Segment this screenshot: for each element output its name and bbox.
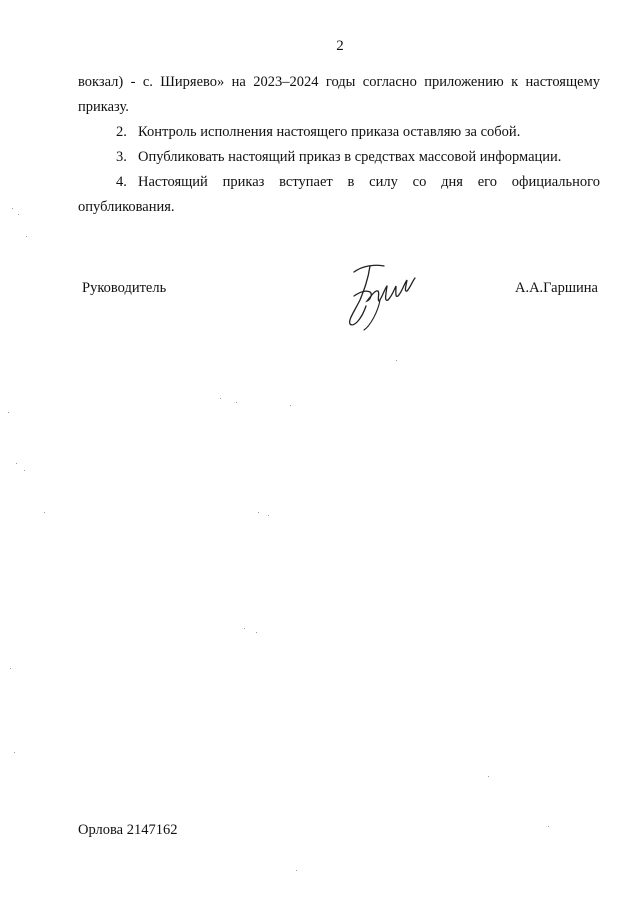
signatory-title: Руководитель <box>82 280 167 296</box>
scan-speck <box>396 360 397 361</box>
continuation-paragraph <box>78 70 600 120</box>
scan-speck <box>290 405 291 406</box>
item-number: 4. <box>116 174 127 190</box>
scan-speck <box>14 752 15 753</box>
item-4-continuation: опубликования. <box>78 199 175 215</box>
scan-speck <box>236 402 237 403</box>
executor-footer: Орлова 2147162 <box>78 822 178 838</box>
scan-speck <box>8 412 9 413</box>
numbered-items <box>78 120 600 220</box>
scan-speck <box>256 632 257 633</box>
scan-speck <box>12 208 13 209</box>
handwritten-signature <box>340 260 430 335</box>
signature-block <box>82 280 598 340</box>
scan-speck <box>548 826 549 827</box>
item-text: Настоящий приказ вступает в силу со дня его официального <box>138 174 600 190</box>
item-text: Опубликовать настоящий приказ в средствах массовой информации. <box>138 149 562 165</box>
scan-speck <box>44 512 45 513</box>
scan-speck <box>18 214 19 215</box>
scan-speck <box>244 628 245 629</box>
item-4 <box>78 170 600 195</box>
item-3 <box>78 145 600 170</box>
scan-speck <box>268 515 269 516</box>
scan-speck <box>258 512 259 513</box>
item-2 <box>78 120 600 145</box>
scan-speck <box>10 668 11 669</box>
scan-speck <box>296 870 297 871</box>
scan-speck <box>26 236 27 237</box>
page-number: 2 <box>336 38 344 54</box>
continuation-line-2: приказу. <box>78 99 129 115</box>
continuation-line-1: вокзал) - с. Ширяево» на 2023–2024 годы согласно приложению к настоящему <box>78 74 600 90</box>
scan-speck <box>220 398 221 399</box>
signatory-name: А.А.Гаршина <box>514 280 598 296</box>
scan-speck <box>488 776 489 777</box>
scan-speck <box>16 463 17 464</box>
item-number: 3. <box>116 149 127 165</box>
item-text: Контроль исполнения настоящего приказа оставляю за собой. <box>138 124 521 140</box>
item-number: 2. <box>116 124 127 140</box>
scan-speck <box>24 470 25 471</box>
